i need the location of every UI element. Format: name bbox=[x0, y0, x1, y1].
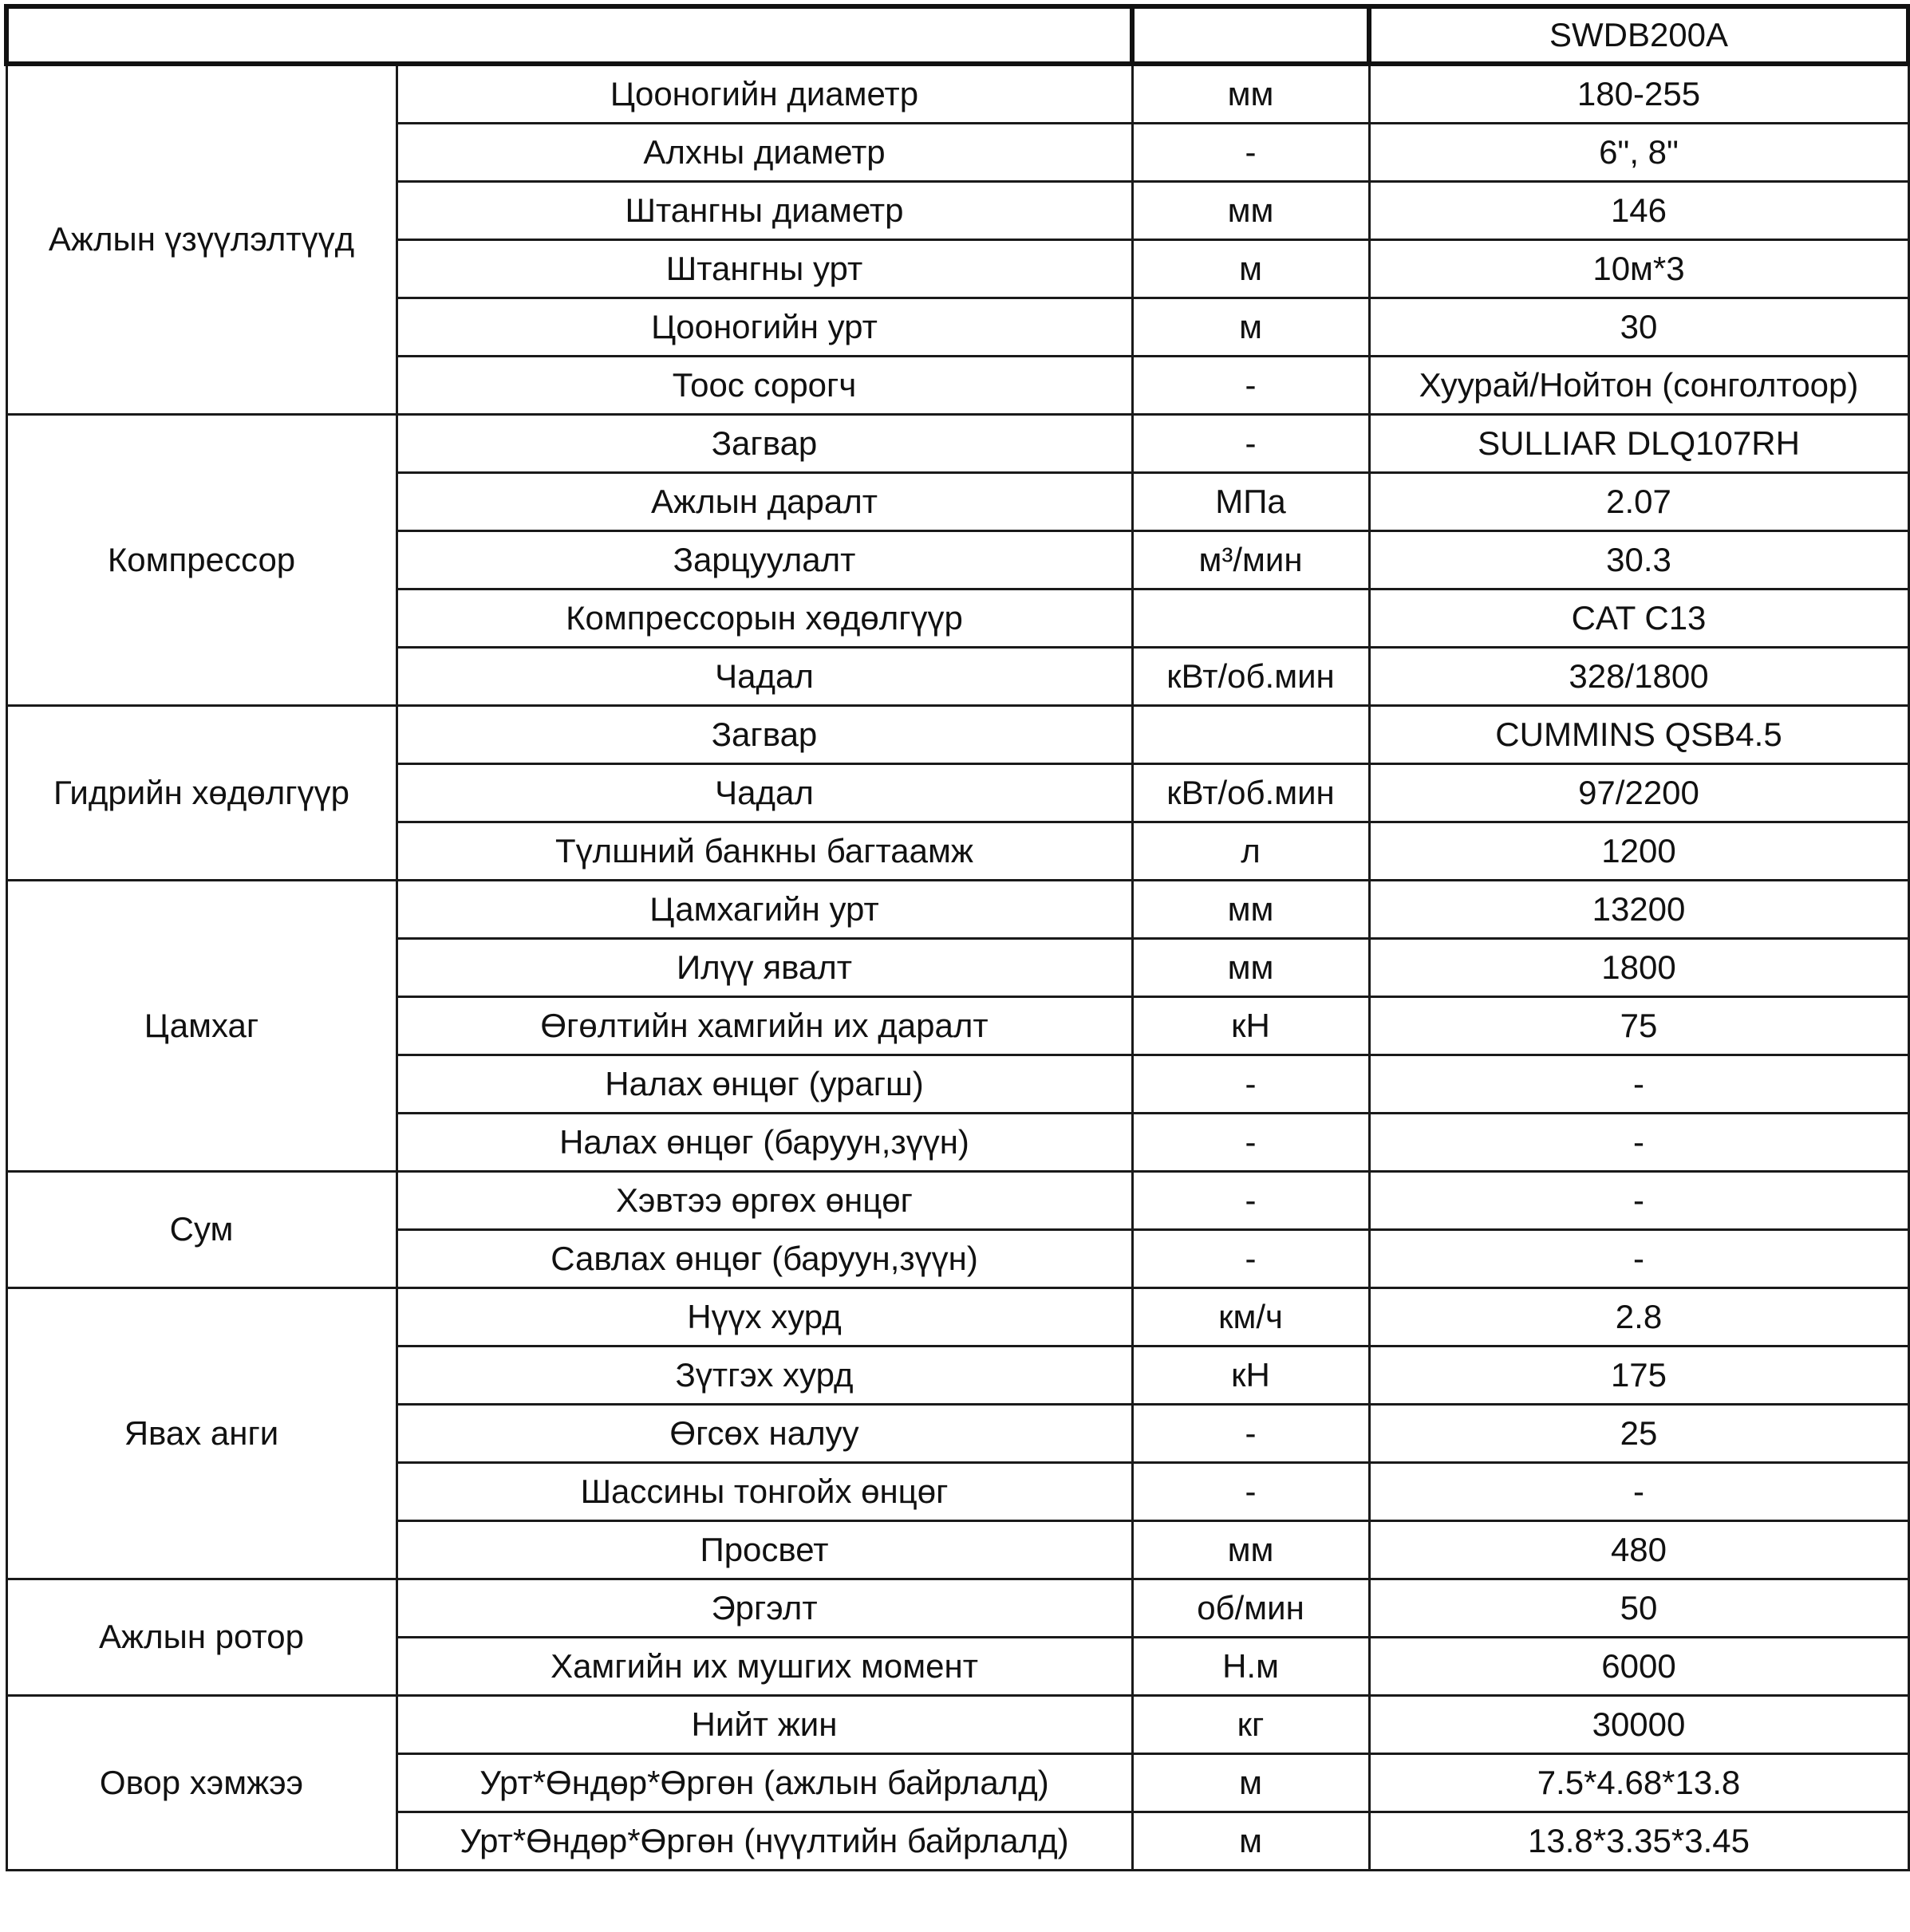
unit-cell: Н.м bbox=[1132, 1638, 1369, 1696]
value-cell: 75 bbox=[1369, 997, 1908, 1055]
header-row bbox=[6, 6, 1908, 64]
unit-cell: м bbox=[1132, 1812, 1369, 1871]
parameter-cell: Тоос сорогч bbox=[397, 357, 1132, 415]
unit-cell: л bbox=[1132, 822, 1369, 881]
parameter-cell: Штангны диаметр bbox=[397, 182, 1132, 240]
parameter-cell: Нийт жин bbox=[397, 1696, 1132, 1754]
unit-cell: кВт/об.мин bbox=[1132, 764, 1369, 822]
spec-row bbox=[6, 1579, 1908, 1638]
unit-cell: м bbox=[1132, 240, 1369, 298]
parameter-cell: Загвар bbox=[397, 706, 1132, 764]
parameter-cell: Цамхагийн урт bbox=[397, 881, 1132, 939]
unit-cell: м bbox=[1132, 1754, 1369, 1812]
spec-row bbox=[6, 706, 1908, 764]
parameter-cell: Урт*Өндөр*Өргөн (нүүлтийн байрлалд) bbox=[397, 1812, 1132, 1871]
value-cell: 175 bbox=[1369, 1346, 1908, 1405]
spec-row bbox=[6, 1172, 1908, 1230]
parameter-cell: Хэвтээ өргөх өнцөг bbox=[397, 1172, 1132, 1230]
value-cell: CUMMINS QSB4.5 bbox=[1369, 706, 1908, 764]
group-name-cell: Сум bbox=[6, 1172, 397, 1288]
group-name-cell: Цамхаг bbox=[6, 881, 397, 1172]
parameter-cell: Эргэлт bbox=[397, 1579, 1132, 1638]
value-cell: - bbox=[1369, 1463, 1908, 1521]
value-cell: 7.5*4.68*13.8 bbox=[1369, 1754, 1908, 1812]
parameter-cell: Цооногийн диаметр bbox=[397, 64, 1132, 124]
value-cell: 6", 8" bbox=[1369, 124, 1908, 182]
unit-cell: км/ч bbox=[1132, 1288, 1369, 1346]
value-cell: 146 bbox=[1369, 182, 1908, 240]
unit-cell: м bbox=[1132, 298, 1369, 357]
value-cell: 30 bbox=[1369, 298, 1908, 357]
parameter-cell: Савлах өнцөг (баруун,зүүн) bbox=[397, 1230, 1132, 1288]
header-unit-cell bbox=[1132, 6, 1369, 64]
value-cell: 2.8 bbox=[1369, 1288, 1908, 1346]
value-cell: 13200 bbox=[1369, 881, 1908, 939]
parameter-cell: Загвар bbox=[397, 415, 1132, 473]
header-model-cell: SWDB200A bbox=[1369, 6, 1908, 64]
spec-row bbox=[6, 64, 1908, 124]
value-cell: 13.8*3.35*3.45 bbox=[1369, 1812, 1908, 1871]
parameter-cell: Хамгийн их мушгих момент bbox=[397, 1638, 1132, 1696]
unit-cell: - bbox=[1132, 1230, 1369, 1288]
parameter-cell: Налах өнцөг (урагш) bbox=[397, 1055, 1132, 1114]
group-name-cell: Гидрийн хөдөлгүүр bbox=[6, 706, 397, 881]
unit-cell: - bbox=[1132, 1463, 1369, 1521]
unit-cell: об/мин bbox=[1132, 1579, 1369, 1638]
unit-cell: кг bbox=[1132, 1696, 1369, 1754]
group-name-cell: Ажлын ротор bbox=[6, 1579, 397, 1696]
parameter-cell: Урт*Өндөр*Өргөн (ажлын байрлалд) bbox=[397, 1754, 1132, 1812]
value-cell: 1200 bbox=[1369, 822, 1908, 881]
value-cell: 25 bbox=[1369, 1405, 1908, 1463]
parameter-cell: Илүү явалт bbox=[397, 939, 1132, 997]
value-cell: SULLIAR DLQ107RH bbox=[1369, 415, 1908, 473]
value-cell: 6000 bbox=[1369, 1638, 1908, 1696]
parameter-cell: Нүүх хурд bbox=[397, 1288, 1132, 1346]
spec-table-body bbox=[6, 6, 1908, 1871]
unit-cell: мм bbox=[1132, 881, 1369, 939]
unit-cell: кВт/об.мин bbox=[1132, 648, 1369, 706]
parameter-cell: Налах өнцөг (баруун,зүүн) bbox=[397, 1114, 1132, 1172]
value-cell: 50 bbox=[1369, 1579, 1908, 1638]
unit-cell: мм bbox=[1132, 1521, 1369, 1579]
unit-cell: - bbox=[1132, 1172, 1369, 1230]
value-cell: 1800 bbox=[1369, 939, 1908, 997]
value-cell: 480 bbox=[1369, 1521, 1908, 1579]
spec-table bbox=[4, 4, 1910, 1871]
value-cell: 30000 bbox=[1369, 1696, 1908, 1754]
parameter-cell: Чадал bbox=[397, 764, 1132, 822]
value-cell: Хуурай/Нойтон (сонголтоор) bbox=[1369, 357, 1908, 415]
value-cell: 180-255 bbox=[1369, 64, 1908, 124]
parameter-cell: Зүтгэх хурд bbox=[397, 1346, 1132, 1405]
parameter-cell: Шассины тонгойх өнцөг bbox=[397, 1463, 1132, 1521]
parameter-cell: Өгсөх налуу bbox=[397, 1405, 1132, 1463]
parameter-cell: Өгөлтийн хамгийн их даралт bbox=[397, 997, 1132, 1055]
value-cell: 10м*3 bbox=[1369, 240, 1908, 298]
unit-cell: кН bbox=[1132, 997, 1369, 1055]
parameter-cell: Цооногийн урт bbox=[397, 298, 1132, 357]
parameter-cell: Зарцуулалт bbox=[397, 531, 1132, 589]
parameter-cell: Чадал bbox=[397, 648, 1132, 706]
unit-cell: - bbox=[1132, 124, 1369, 182]
value-cell: - bbox=[1369, 1172, 1908, 1230]
unit-cell: - bbox=[1132, 1405, 1369, 1463]
unit-cell bbox=[1132, 706, 1369, 764]
parameter-cell: Штангны урт bbox=[397, 240, 1132, 298]
value-cell: 2.07 bbox=[1369, 473, 1908, 531]
unit-cell: - bbox=[1132, 1114, 1369, 1172]
unit-cell: м³/мин bbox=[1132, 531, 1369, 589]
spec-row bbox=[6, 1288, 1908, 1346]
value-cell: - bbox=[1369, 1230, 1908, 1288]
group-name-cell: Компрессор bbox=[6, 415, 397, 706]
value-cell: - bbox=[1369, 1055, 1908, 1114]
unit-cell: мм bbox=[1132, 182, 1369, 240]
unit-cell: кН bbox=[1132, 1346, 1369, 1405]
unit-cell: мм bbox=[1132, 64, 1369, 124]
unit-cell: мм bbox=[1132, 939, 1369, 997]
group-name-cell: Явах анги bbox=[6, 1288, 397, 1579]
unit-cell: - bbox=[1132, 357, 1369, 415]
parameter-cell: Ажлын даралт bbox=[397, 473, 1132, 531]
group-name-cell: Овор хэмжээ bbox=[6, 1696, 397, 1871]
value-cell: CAT C13 bbox=[1369, 589, 1908, 648]
parameter-cell: Алхны диаметр bbox=[397, 124, 1132, 182]
spec-row bbox=[6, 415, 1908, 473]
value-cell: 97/2200 bbox=[1369, 764, 1908, 822]
header-empty-cell bbox=[6, 6, 1132, 64]
value-cell: 328/1800 bbox=[1369, 648, 1908, 706]
unit-cell bbox=[1132, 589, 1369, 648]
unit-cell: МПа bbox=[1132, 473, 1369, 531]
group-name-cell: Ажлын үзүүлэлтүүд bbox=[6, 64, 397, 415]
spec-row bbox=[6, 881, 1908, 939]
parameter-cell: Просвет bbox=[397, 1521, 1132, 1579]
value-cell: - bbox=[1369, 1114, 1908, 1172]
value-cell: 30.3 bbox=[1369, 531, 1908, 589]
unit-cell: - bbox=[1132, 1055, 1369, 1114]
parameter-cell: Компрессорын хөдөлгүүр bbox=[397, 589, 1132, 648]
spec-row bbox=[6, 1696, 1908, 1754]
unit-cell: - bbox=[1132, 415, 1369, 473]
parameter-cell: Түлшний банкны багтаамж bbox=[397, 822, 1132, 881]
